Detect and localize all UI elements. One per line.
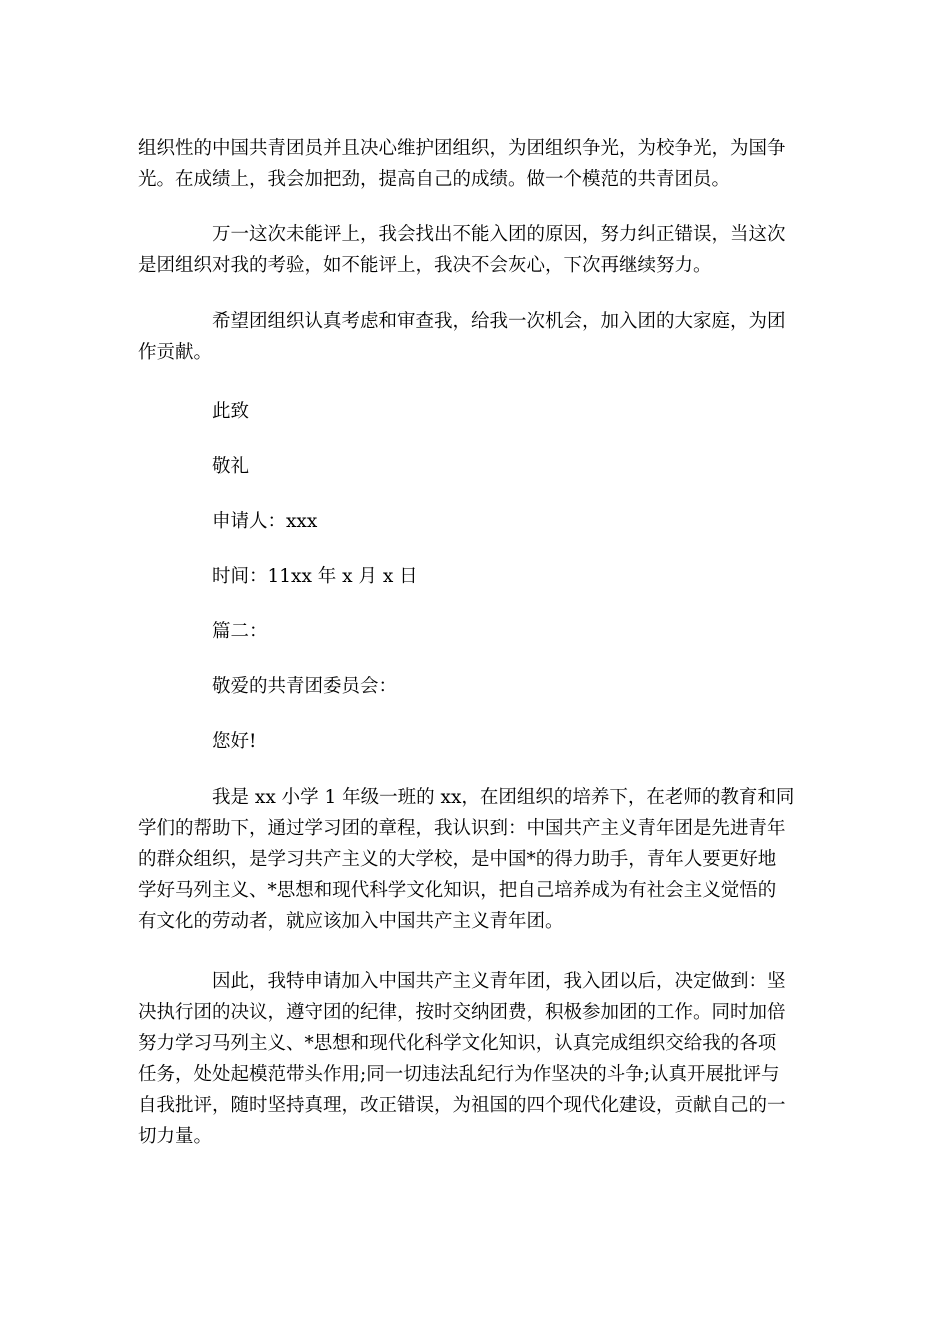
text-line: 有文化的劳动者，就应该加入中国共产主义青年团。 [138,911,564,932]
closing-salutation: 此致 [212,401,250,422]
text-line: 作贡献。 [138,342,213,363]
section-heading: 篇二： [212,621,268,642]
text-line: 的群众组织，是学习共产主义的大学校，是中国*的得力助手，青年人要更好地 [138,849,777,870]
text-line: 因此，我特申请加入中国共产主义青年团，我入团以后，决定做到：坚 [212,971,786,992]
paragraph-commitment [138,966,808,1152]
text-line: 希望团组织认真考虑和审查我，给我一次机会，加入团的大家庭，为团 [212,311,786,332]
applicant-line: 申请人：xxx [212,511,318,532]
text-line: 万一这次未能评上，我会找出不能入团的原因，努力纠正错误，当这次 [212,224,786,245]
paragraph-reflection [138,219,808,281]
closing-regards: 敬礼 [212,456,250,477]
text-line: 组织性的中国共青团员并且决心维护团组织，为团组织争光，为校争光，为国争 [138,138,786,159]
text-line: 努力学习马列主义、*思想和现代化科学文化知识，认真完成组织交给我的各项 [138,1033,777,1054]
greeting-recipient: 敬爱的共青团委员会： [212,676,398,697]
text-line: 任务，处处起模范带头作用;同一切违法乱纪行为作坚决的斗争;认真开展批评与 [138,1064,780,1085]
text-line: 决执行团的决议，遵守团的纪律，按时交纳团费，积极参加团的工作。同时加倍 [138,1002,786,1023]
text-line: 是团组织对我的考验，如不能评上，我决不会灰心，下次再继续努力。 [138,255,712,276]
text-line: 学好马列主义、*思想和现代科学文化知识，把自己培养成为有社会主义觉悟的 [138,880,777,901]
paragraph-continuation [138,133,808,195]
text-line: 我是 xx 小学 1 年级一班的 xx，在团组织的培养下，在老师的教育和同 [212,787,795,808]
greeting-hello: 您好! [212,731,257,752]
text-line: 光。在成绩上，我会加把劲，提高自己的成绩。做一个模范的共青团员。 [138,169,731,190]
text-line: 自我批评，随时坚持真理，改正错误，为祖国的四个现代化建设，贡献自己的一 [138,1095,786,1116]
paragraph-hope [138,306,808,368]
paragraph-introduction [138,782,808,937]
date-line: 时间：11xx 年 x 月 x 日 [212,566,418,587]
text-line: 学们的帮助下，通过学习团的章程，我认识到：中国共产主义青年团是先进青年 [138,818,786,839]
text-line: 切力量。 [138,1126,213,1147]
